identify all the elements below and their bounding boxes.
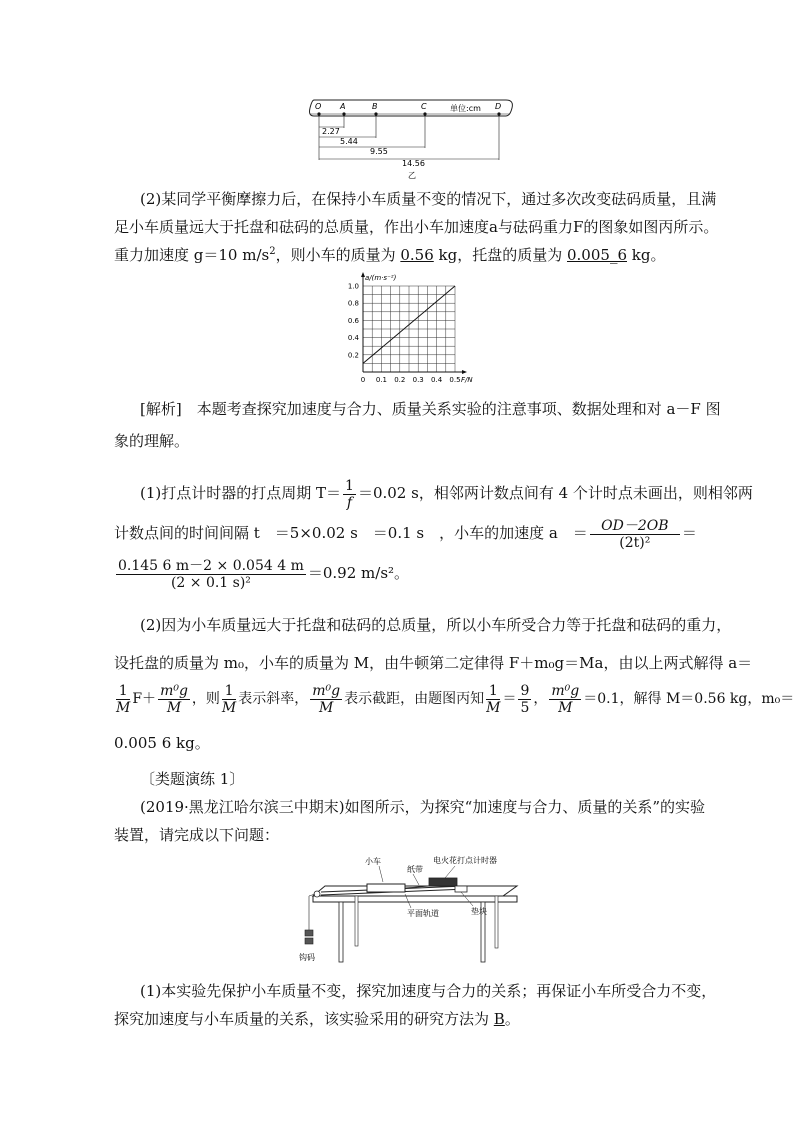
- point-D-label: D: [495, 102, 502, 111]
- table-leg: [495, 896, 498, 948]
- practice-q1-line-2: [114, 1008, 520, 1030]
- x-tick-label: 0.3: [412, 376, 424, 384]
- figure-caption: 乙: [408, 171, 416, 180]
- practice-line-1: (2019·黑龙江哈尔滨三中期末)如图所示，为探究“加速度与合力、质量的关系”的实验: [140, 798, 705, 816]
- analysis-line-2: 象的理解。: [114, 432, 190, 450]
- fraction-calculation: [116, 558, 306, 591]
- analysis-tag: [解析]: [140, 400, 182, 418]
- q2-exp: 2: [269, 246, 276, 257]
- t2: ，则: [191, 691, 220, 707]
- fraction-acceleration: [590, 518, 680, 551]
- hook-weight: [305, 938, 313, 944]
- a-F-chart: [335, 268, 495, 390]
- x-axis-label: F/N: [461, 376, 473, 384]
- frac-num: 1: [222, 683, 236, 700]
- equals: ＝: [681, 524, 697, 542]
- distance-OD: 14.56: [402, 159, 425, 168]
- frac-num: 1: [486, 683, 500, 700]
- frac-num: 1: [116, 683, 130, 700]
- frac-num: m⁰g: [551, 682, 580, 699]
- frac-1-M-3: [486, 683, 500, 716]
- frac-den: M: [221, 699, 237, 716]
- label-weight: 钩码: [299, 953, 315, 962]
- block-pad: [455, 886, 467, 892]
- frac-den: f: [346, 494, 353, 511]
- point-C-label: C: [421, 102, 427, 111]
- label-block: 垫块: [471, 907, 487, 916]
- table-edge: [313, 896, 517, 902]
- frac-num: 0.145 6 m－2 × 0.054 4 m: [118, 557, 304, 574]
- practice-heading: 〔类题演练 1〕: [140, 770, 245, 788]
- analysis-line-5: [114, 556, 409, 591]
- paper-tape-figure: [300, 98, 520, 182]
- unit-label: 单位:cm: [450, 104, 481, 113]
- frac-num: 1: [345, 477, 354, 494]
- point-A-label: A: [340, 102, 346, 111]
- label-tape: 纸带: [407, 865, 423, 874]
- cart: [367, 884, 405, 892]
- table-leg: [355, 896, 358, 946]
- label-timer: 电火花打点计时器: [433, 856, 497, 865]
- t7: ＝0.1，解得 M＝0.56 kg，m₀＝: [583, 691, 794, 707]
- frac-m0g-M-2: [310, 683, 342, 716]
- y-tick-label: 0.4: [347, 334, 359, 343]
- analysis-line-9: 0.005 6 kg。: [114, 734, 210, 752]
- label-track: 平面轨道: [407, 909, 439, 918]
- distance-OC: 9.55: [370, 147, 388, 156]
- q2-gravity-text: 重力加速度 g＝10 m/s: [114, 246, 270, 264]
- interval-text: 计数点间的时间间隔 t ＝5×0.02 s ＝0.1 s ，小车的加速度 a ＝: [114, 524, 588, 542]
- frac-num: 9: [520, 682, 530, 699]
- x-tick-label: 0.2: [394, 376, 406, 384]
- answer-car-mass: 0.56: [400, 246, 434, 264]
- t1: F＋: [132, 691, 157, 707]
- practice-q1-line-1: (1)本实验先保护小车质量不变，探究加速度与合力的关系；再保证小车所受合力不变，: [140, 982, 717, 1000]
- t6: ，: [533, 691, 548, 707]
- period-text: (1)打点计时器的打点周期 T＝: [140, 484, 342, 502]
- analysis-line-7: 设托盘的质量为 m₀，小车的质量为 M，由牛顿第二定律得 F＋m₀g＝Ma，由以上两式解得 a＝: [114, 654, 753, 672]
- frac-den: (2 × 0.1 s)²: [170, 574, 251, 591]
- apparatus-figure: [295, 852, 525, 970]
- fraction-1-over-f: [343, 478, 356, 511]
- frac-1-M-2: [222, 683, 236, 716]
- period-rest: ＝0.02 s，相邻两计数点间有 4 个计时点未画出，则相邻两: [357, 484, 753, 502]
- frac-num: m⁰g: [160, 682, 188, 699]
- analysis-line-3: [140, 476, 753, 511]
- q2-text-tray: kg，托盘的质量为: [433, 246, 567, 264]
- frac-num: OD－2OB: [590, 518, 680, 535]
- x-tick-label: 0: [360, 376, 366, 384]
- analysis-line-8: [114, 682, 794, 716]
- y-tick-label: 0.8: [347, 299, 359, 308]
- spark-timer: [429, 878, 457, 886]
- t5: ＝: [502, 691, 517, 707]
- frac-den: 5: [520, 699, 530, 716]
- frac-m0g-M-3: [549, 683, 581, 716]
- q2-text-mass: ，则小车的质量为: [275, 246, 401, 264]
- y-tick-label: 0.2: [347, 351, 359, 360]
- analysis-line-1: [140, 398, 721, 420]
- practice-line-2: 装置，请完成以下问题：: [114, 826, 280, 844]
- y-tick-label: 0.6: [347, 316, 359, 325]
- y-axis-label: a/(m·s⁻²): [365, 274, 397, 282]
- frac-den: M: [166, 699, 182, 716]
- answer-tray-mass: 0.005_6: [567, 246, 627, 264]
- frac-den: M: [558, 699, 573, 716]
- frac-den: M: [319, 699, 334, 716]
- label-car: 小车: [365, 857, 381, 866]
- point-B-label: B: [372, 102, 378, 111]
- x-axis-arrow: [462, 370, 467, 374]
- q1-end: 。: [504, 1010, 520, 1028]
- point-O-label: O: [315, 102, 322, 111]
- frac-num: m⁰g: [312, 682, 341, 699]
- q1-text: 探究加速度与小车质量的关系，该实验采用的研究方法为: [114, 1010, 494, 1028]
- frac-den: (2t)²: [619, 534, 651, 551]
- q2-line-2: 足小车质量远大于托盘和砝码的总质量，作出小车加速度a与砝码重力F的图象如图丙所示。: [114, 218, 719, 236]
- frac-den: M: [116, 699, 131, 716]
- result-text: ＝0.92 m/s²。: [307, 564, 410, 582]
- t4: 表示截距，由题图丙知: [344, 691, 485, 707]
- y-tick-label: 1.0: [347, 282, 359, 291]
- x-tick-label: 0.4: [431, 376, 443, 384]
- frac-9-5: [518, 683, 531, 716]
- t3: 表示斜率，: [238, 691, 309, 707]
- analysis-intro: 本题考查探究加速度与合力、质量关系实验的注意事项、数据处理和对 a－F 图: [181, 400, 721, 418]
- frac-1-M: [116, 683, 130, 716]
- frac-m0g-M: [158, 683, 190, 716]
- x-tick-label: 0.1: [375, 376, 387, 384]
- distance-OA: 2.27: [322, 127, 340, 136]
- q2-line-3: [114, 244, 665, 266]
- q2-text-end: kg。: [627, 246, 666, 264]
- q2-line-1: (2)某同学平衡摩擦力后，在保持小车质量不变的情况下，通过多次改变砝码质量，且满: [140, 190, 717, 208]
- hook-weight: [305, 930, 313, 936]
- frac-den: M: [486, 699, 501, 716]
- analysis-line-6: (2)因为小车质量远大于托盘和砝码的总质量，所以小车所受合力等于托盘和砝码的重力，: [140, 616, 732, 634]
- x-tick-label: 0.5: [449, 376, 461, 384]
- answer-method: B: [493, 1010, 505, 1028]
- analysis-line-4: [114, 516, 697, 551]
- table-leg: [339, 902, 343, 962]
- distance-OB: 5.44: [340, 137, 358, 146]
